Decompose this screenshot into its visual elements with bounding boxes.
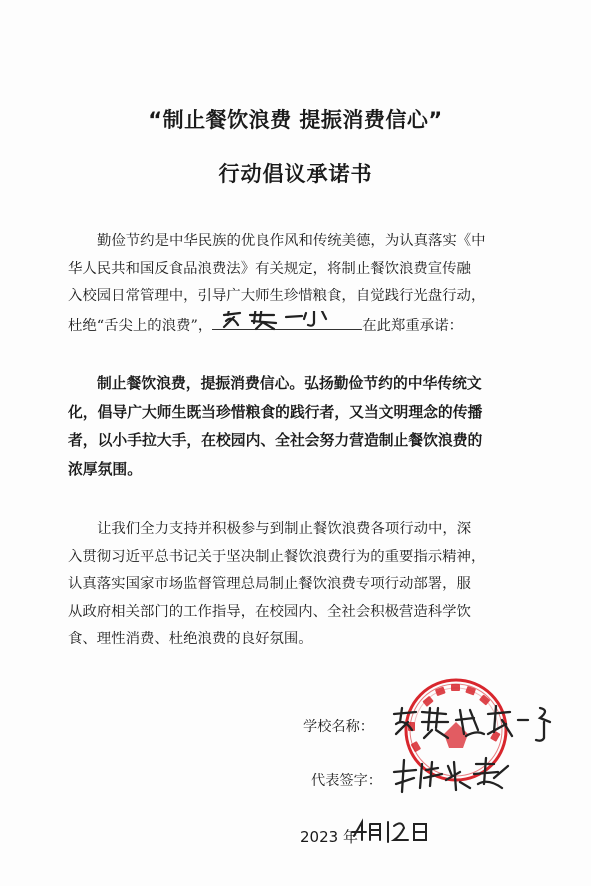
paragraph-line: 制止餐饮浪费，提振消费信心。弘扬勤俭节约的中华传统文: [97, 375, 482, 392]
paragraph-intro: [68, 228, 528, 340]
date-printed: 2023 年: [300, 828, 358, 846]
paragraph-line: 入贯彻习近平总书记关于坚决制止餐饮浪费行为的重要指示精神，: [68, 548, 486, 565]
date-handwritten: [350, 818, 440, 848]
pledge-prefix: 杜绝“舌尖上的浪费”，: [68, 317, 213, 334]
paragraph-line: 从政府相关部门的工作指导，在校园内、全社会积极营造科学饮: [68, 603, 471, 620]
pledge-suffix: 在此郑重承诺：: [362, 317, 463, 334]
paragraph-line: 者，以小手拉大手，在校园内、全社会努力营造制止餐饮浪费的: [68, 432, 483, 449]
paragraph-line-pledge: [68, 311, 528, 341]
handwritten-signature-icon: [216, 311, 356, 331]
paragraph-line: 勤俭节约是中华民族的优良作风和传统美德，为认真落实《中: [97, 233, 486, 249]
paragraph-commitment: [68, 370, 528, 484]
paragraph-line: 食、理性消费、杜绝浪费的良好氛围。: [68, 631, 313, 647]
paragraph-line: 化，倡导广大师生既当珍惜粮食的践行者，又当文明理念的传播: [68, 403, 483, 421]
paragraph-action: [68, 516, 528, 654]
handwritten-date-icon: [350, 818, 440, 844]
representative-signature-label: 代表签字：: [311, 773, 382, 789]
paragraph-line: 浓厚氛围。: [68, 460, 142, 478]
paragraph-line: 让我们全力支持并积极参与到制止餐饮浪费各项行动中，深: [97, 521, 472, 537]
handwritten-representative-signature-icon: [390, 754, 520, 794]
paragraph-line: 入校园日常管理中，引导广大师生珍惜粮食，自觉践行光盘行动，: [68, 288, 486, 304]
paragraph-line: 华人民共和国反食品浪费法》有关规定，将制止餐饮浪费宣传融: [68, 260, 471, 277]
document-title: “制止餐饮浪费 提振消费信心”: [148, 108, 443, 132]
handwritten-school-name-icon: [388, 700, 558, 744]
handwritten-school-name-blank: [212, 311, 362, 330]
paragraph-line: 认真落实国家市场监督管理总局制止餐饮浪费专项行动部署，服: [68, 576, 471, 592]
document-subtitle: 行动倡议承诺书: [218, 162, 373, 186]
school-name-label: 学校名称：: [303, 719, 374, 735]
